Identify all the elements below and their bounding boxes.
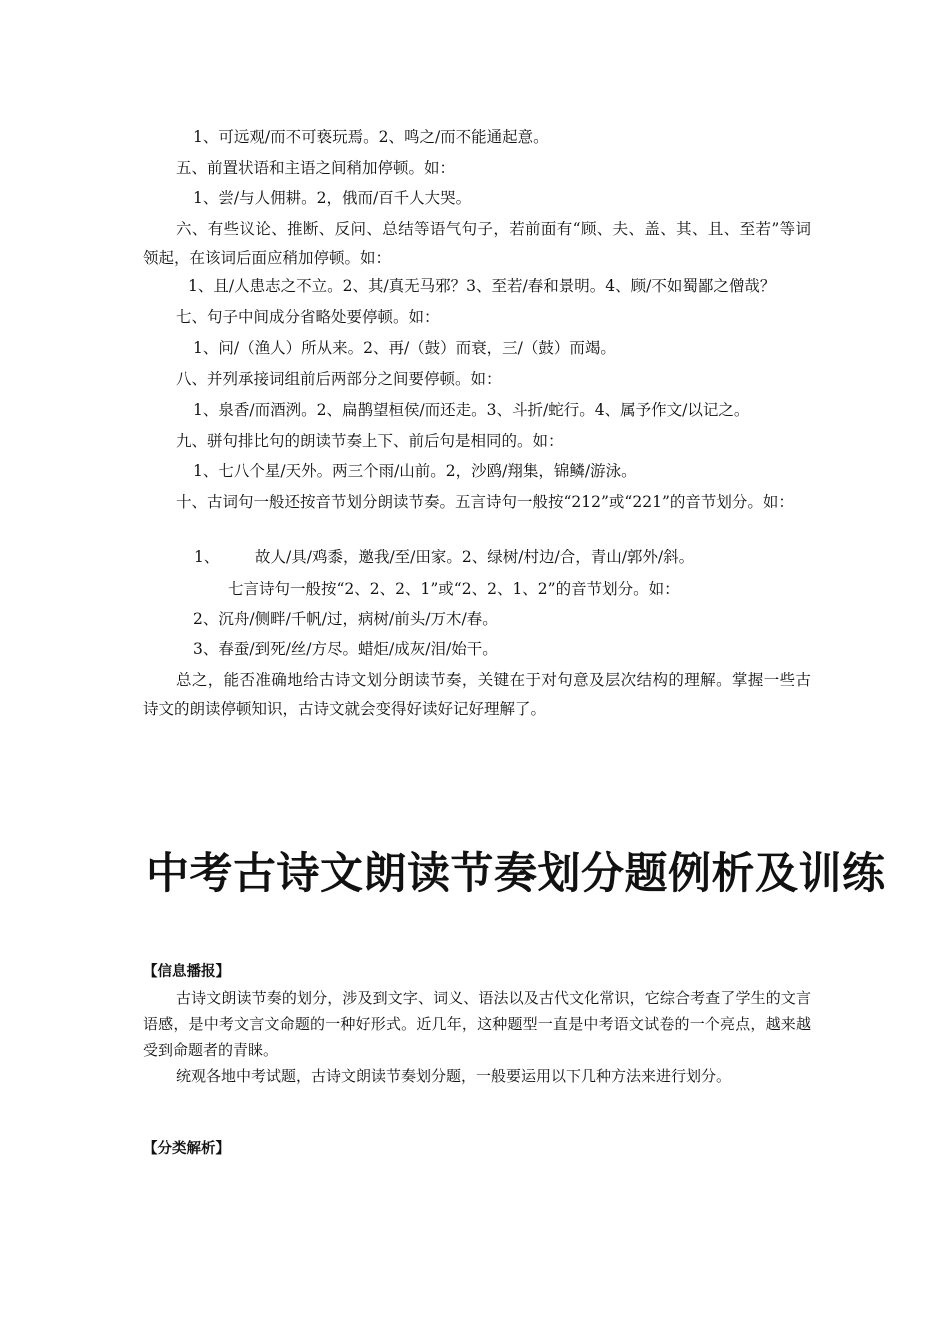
rule8-title: 八、并列承接词组前后两部分之间要停顿。如： [176,370,502,388]
analysis-heading: 【分类解析】 [143,1141,230,1157]
rule9-title: 九、骈句排比句的朗读节奏上下、前后句是相同的。如： [176,432,564,450]
summary-paragraph: 总之，能否准确地给古诗文划分朗读节奏，关键在于对句意及层次结构的理解。掌握一些古诗文的朗读停顿知识，古诗文就会变得好读好记好理解了。 [143,671,811,718]
rule10-example3: 3、春蚕/到死/丝/方尽。蜡炬/成灰/泪/始干。 [193,640,498,658]
rule7-examples: 1、问/（渔人）所从来。2、再/（鼓）而衰，三/（鼓）而竭。 [193,339,616,357]
info-paragraph-1: 古诗文朗读节奏的划分，涉及到文字、词义、语法以及古代文化常识，它综合考查了学生的文言语感，是中考文言文命题的一种好形式。近几年，这种题型一直是中考语文试卷的一个亮点，越来越受到命题者的青睐。 [143,989,811,1059]
rule10-example1-number: 1、 [194,548,220,566]
rule5-title: 五、前置状语和主语之间稍加停顿。如： [176,159,456,177]
article-title: 中考古诗文朗读节奏划分题例析及训练 [146,849,886,899]
info-heading: 【信息播报】 [143,964,230,980]
rule10-text: 十、古词句一般还按音节划分朗读节奏。五言诗句一般按“212”或“221”的音节划分。如： [176,493,794,511]
info-paragraph-2: 统观各地中考试题，古诗文朗读节奏划分题，一般要运用以下几种方法来进行划分。 [176,1067,732,1085]
rule6-examples: 1、且/人患志之不立。2、其/真无马邪？3、至若/春和景明。4、顾/不如蜀鄙之僧哉？ [188,277,776,295]
rule10-example1: 故人/具/鸡黍，邀我/至/田家。2、绿树/村边/合，青山/郭外/斜。 [255,548,695,566]
rule8-examples: 1、泉香/而酒洌。2、扁鹊望桓侯/而还走。3、斗折/蛇行。4、属予作文/以记之。 [193,401,750,419]
rule10-example2: 2、沉舟/侧畔/千帆/过，病树/前头/万木/春。 [193,610,498,628]
rule7-title: 七、句子中间成分省略处要停顿。如： [176,308,440,326]
rule10-seven-char-note: 七言诗句一般按“2、2、2、1”或“2、2、1、2”的音节划分。如： [228,580,680,598]
rule5-examples: 1、尝/与人佣耕。2，俄而/百千人大哭。 [193,189,472,207]
rule9-examples: 1、七八个星/天外。两三个雨/山前。2，沙鸥/翔集，锦鳞/游泳。 [193,462,637,480]
rule6-text: 六、有些议论、推断、反问、总结等语气句子，若前面有“顾、夫、盖、其、且、至若”等词领起，在该词后面应稍加停顿。如： [143,220,811,267]
rule4-examples: 1、可远观/而不可亵玩焉。2、鸣之/而不能通起意。 [193,128,549,146]
